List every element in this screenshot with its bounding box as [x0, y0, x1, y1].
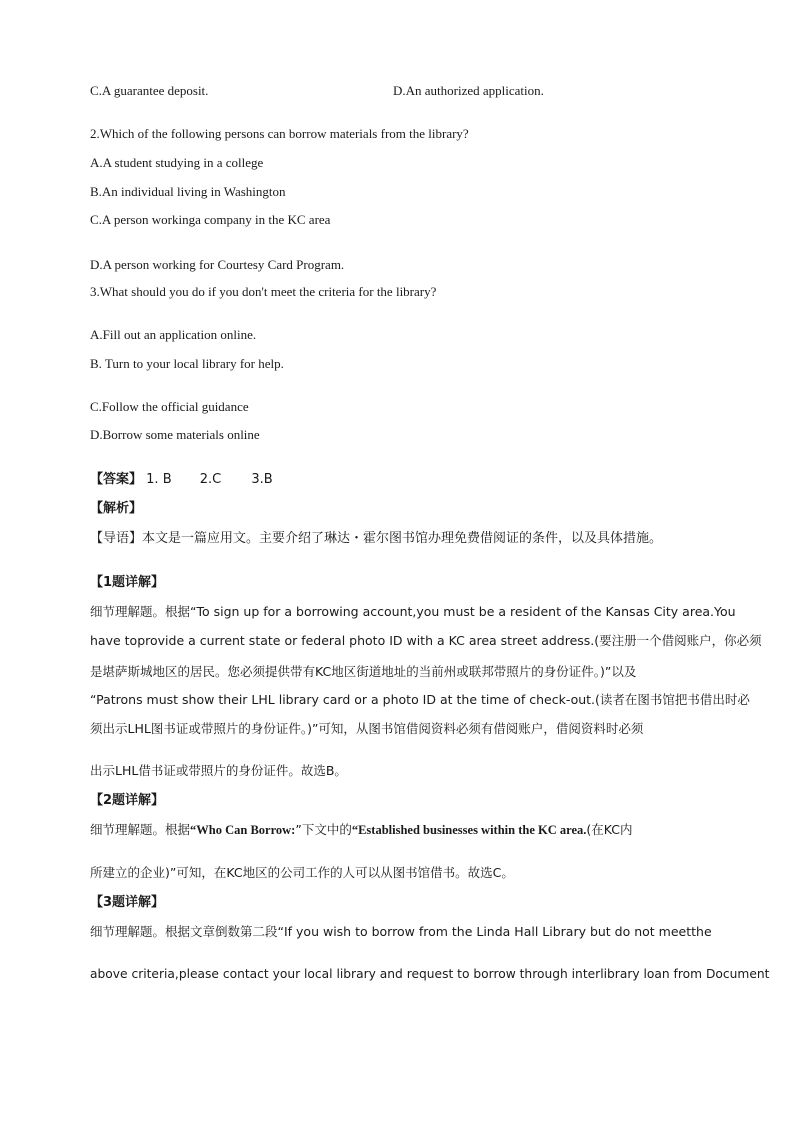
detail2-quote-text: “Established businesses within the KC area.: [351, 823, 587, 837]
q2-option-a: A.A student studying in a college: [90, 155, 264, 170]
intro-paragraph: 【导语】本文是一篇应用文。主要介绍了琳达・霍尔图书馆办理免费借阅证的条件，以及具体措施。: [90, 531, 663, 546]
detail3-line: above criteria,please contact your local library and request to borrow through interlibrary loan from Document: [90, 967, 770, 981]
q3-option-c: C.Follow the official guidance: [90, 399, 249, 414]
detail2-text: 细节理解题。根据: [90, 822, 191, 837]
detail2-text: (在KC内: [586, 822, 633, 837]
detail3-line: 细节理解题。根据文章倒数第二段“If you wish to borrow from the Linda Hall Library but do not meetthe: [90, 924, 712, 939]
q1-option-d: D.An authorized application.: [393, 83, 544, 98]
q3-question: 3.What should you do if you don't meet the criteria for the library?: [90, 284, 437, 299]
detail1-line: 须出示LHL图书证或带照片的身份证件。)”可知，从图书馆借阅资料必须有借阅账户，借阅资料时必须: [90, 721, 644, 736]
q2-option-b: B.An individual living in Washington: [90, 184, 286, 199]
detail1-line: have toprovide a current state or federal photo ID with a KC area street address.(要注册一个借阅账户，你必须: [90, 633, 762, 648]
detail2-line: 所建立的企业)”可知，在KC地区的公司工作的人可以从图书馆借书。故选C。: [90, 865, 514, 880]
q2-option-c: C.A person workinga company in the KC area: [90, 212, 331, 227]
q2-question: 2.Which of the following persons can borrow materials from the library?: [90, 126, 469, 141]
answer-line: [90, 472, 273, 488]
detail1-line: 是堪萨斯城地区的居民。您必须提供带有KC地区街道地址的当前州或联邦带照片的身份证件。)”以及: [90, 664, 637, 679]
q3-option-d: D.Borrow some materials online: [90, 427, 260, 442]
detail2-line: [90, 822, 633, 838]
q1-option-c: C.A guarantee deposit.: [90, 83, 209, 98]
detail2-heading: 【2题详解】: [90, 793, 165, 808]
detail1-line: 细节理解题。根据“To sign up for a borrowing account,you must be a resident of the Kansas City area.You: [90, 604, 736, 619]
detail1-line: “Patrons must show their LHL library card or a photo ID at the time of check-out.(读者在图书馆把书借出时必: [90, 692, 750, 707]
q3-option-b: B. Turn to your local library for help.: [90, 356, 284, 371]
answer-2: 2.C: [199, 472, 222, 487]
detail2-quote-heading: “Who Can Borrow:: [190, 823, 296, 837]
answer-1: 1. B: [146, 472, 172, 487]
detail1-heading: 【1题详解】: [90, 575, 165, 590]
answer-3: 3.B: [251, 472, 273, 487]
q2-option-d: D.A person working for Courtesy Card Program.: [90, 257, 345, 272]
answer-label: 【答案】: [90, 472, 143, 487]
q3-option-a: A.Fill out an application online.: [90, 327, 257, 342]
detail1-line: 出示LHL借书证或带照片的身份证件。故选B。: [90, 763, 347, 778]
detail3-heading: 【3题详解】: [90, 895, 165, 910]
detail2-text: ”下文中的: [295, 822, 352, 837]
analysis-heading: 【解析】: [90, 501, 143, 516]
